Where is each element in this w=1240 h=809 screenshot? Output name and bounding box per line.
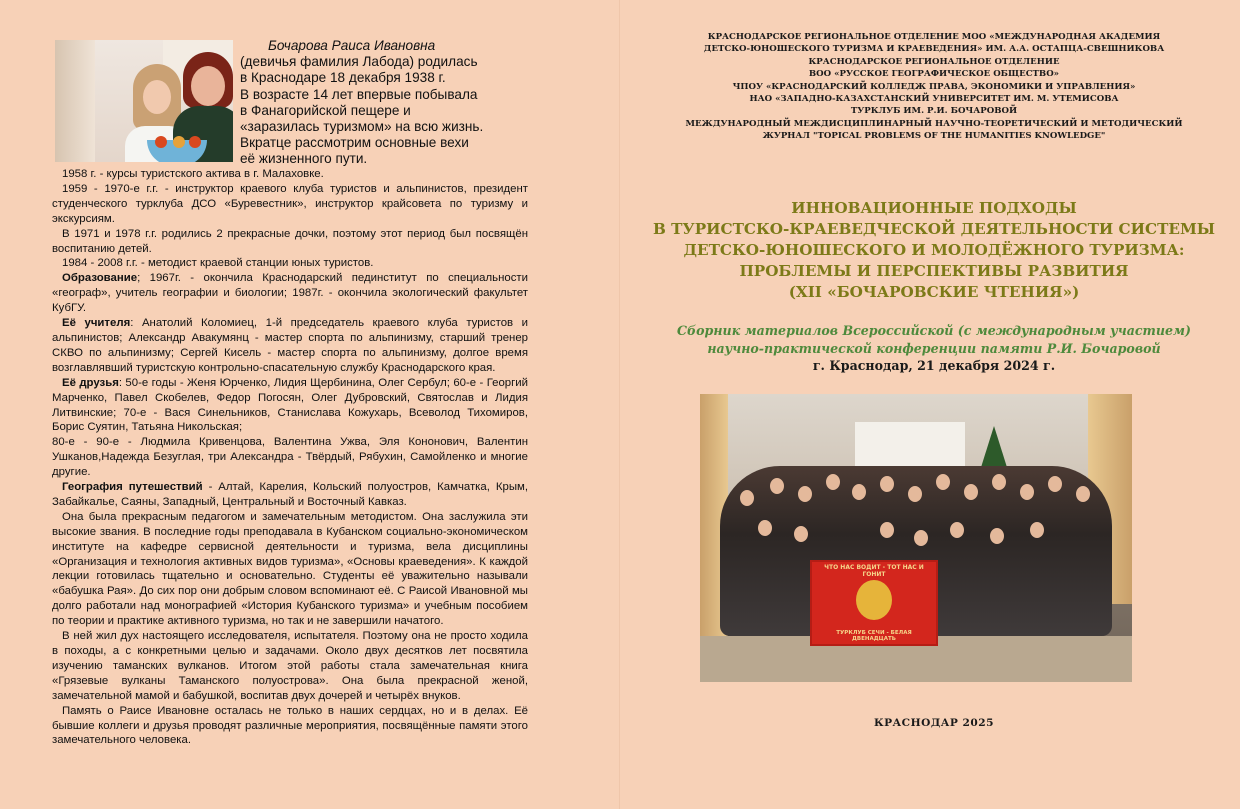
intro-line: её жизненного пути.	[240, 151, 368, 167]
teachers-label: Её учителя	[62, 317, 131, 330]
place-date: г. Краснодар, 21 декабря 2024 г.	[812, 358, 1056, 373]
intro-line: в Фанагорийской пещере и	[240, 102, 411, 118]
subtitle-line: Сборник материалов Всероссийской (с международным участием)	[677, 323, 1191, 338]
title-line: ИННОВАЦИОННЫЕ ПОДХОДЫ	[791, 199, 1077, 217]
bio-paragraph: В ней жил дух настоящего исследователя, испытателя. Поэтому она не просто ходила в походы, а с конкретными целью и задачами. Около двух десятков лет посвятила изучению таманских вулканов. Итогом этой работы стала замечательная книга «Грязевые вулканы Таманского полуострова». Она была прекрасной женой, замечательной мамой и бабушкой, воспитав двух дочерей и четырёх внуков.	[52, 630, 528, 702]
friends-label: Её друзья	[62, 376, 119, 389]
intro-line: (девичья фамилия Лабода) родилась	[240, 54, 478, 70]
title-line: ДЕТСКО-ЮНОШЕСКОГО И МОЛОДЁЖНОГО ТУРИЗМА:	[683, 241, 1185, 259]
organizers	[660, 31, 1208, 143]
bio-paragraph: 1958 г. - курсы туристского актива в г. Малаховке.	[62, 168, 324, 180]
subtitle-line: научно-практической конференции памяти Р.И. Бочаровой	[707, 340, 1161, 356]
biography	[52, 167, 528, 748]
geography-text: - Алтай, Карелия, Кольский полуостров, Камчатка, Крым, Забайкалье, Саяны, Западный, Центральный и Восточный Кавказ.	[52, 481, 529, 508]
teachers-text: : Анатолий Коломиец, 1-й председатель краевого клуба туристов и альпинистов; Александр Авакумянц - мастер спорта по альпинизму, старший тренер СКВО по альпинизму; Сергей Кисель - мастер спорта по альпинизму, долгое время возглавлявший туристскую контрольно-спасательную службу Краснодарского края.	[52, 317, 529, 374]
intro-line: «заразилась туризмом» на всю жизнь.	[240, 119, 484, 135]
club-banner	[810, 560, 938, 646]
geography-label: География путешествий	[62, 481, 203, 494]
title-line: ПРОБЛЕМЫ И ПЕРСПЕКТИВЫ РАЗВИТИЯ	[739, 262, 1129, 280]
intro-line: Вкратце рассмотрим основные вехи	[240, 135, 469, 151]
intro-line: в Краснодаре 18 декабря 1938 г.	[240, 70, 446, 86]
banner-emblem-icon	[856, 580, 892, 620]
bio-paragraph: Память о Раисе Ивановне осталась не только в наших сердцах, но и в делах. Её бывшие коллеги и друзья проводят различные мероприятия, посвящённые памяти этого замечательного человека.	[52, 704, 528, 747]
organizer-line: КРАСНОДАРСКОЕ РЕГИОНАЛЬНОЕ ОТДЕЛЕНИЕ	[808, 56, 1060, 67]
book-title	[650, 198, 1218, 303]
right-page	[620, 0, 1240, 809]
person-name: Бочарова Раиса Ивановна	[268, 38, 436, 53]
bio-paragraph: Она была прекрасным педагогом и замечательным методистом. Она заслужила эти высокие звания. В последние годы преподавала в Кубанском социально-экономическом институте на кафедре сервисной деятельности и туризма, вела дисциплины «Организация и технология активных видов туризма», «Основы краеведения». К каждой лекции готовилась тщательно и основательно. Студенты её уважительно называли «бабушка Рая». До сих пор они добрым словом вспоминают её. С Раисой Ивановной мы долго работали над монографией «История Кубанского туризма» и учебным пособием по теории и практике активного туризма, но так и не завершили начатого.	[52, 510, 528, 628]
organizer-line: НАО «ЗАПАДНО-КАЗАХСТАНСКИЙ УНИВЕРСИТЕТ ИМ. М. УТЕМИСОВА	[749, 94, 1119, 105]
title-line: (XII «БОЧАРОВСКИЕ ЧТЕНИЯ»)	[788, 283, 1080, 301]
organizer-line: ВОО «РУССКОЕ ГЕОГРАФИЧЕСКОЕ ОБЩЕСТВО»	[808, 69, 1060, 80]
banner-top-text: ЧТО НАС ВОДИТ - ТОТ НАС И ГОНИТ	[824, 564, 924, 578]
bio-paragraph: 1959 - 1970-е г.г. - инструктор краевого клуба туристов и альпинистов, президент студенческого турклуба ДСО «Буревестник», инструктор крайсовета по туризму и экскурсиям.	[52, 182, 528, 225]
organizer-line: ЧПОУ «КРАСНОДАРСКИЙ КОЛЛЕДЖ ПРАВА, ЭКОНОМИКИ И УПРАВЛЕНИЯ»	[732, 81, 1136, 92]
title-line: В ТУРИСТСКО-КРАЕВЕДЧЕСКОЙ ДЕЯТЕЛЬНОСТИ СИСТЕМЫ	[652, 220, 1216, 238]
banner-bottom-text: ТУРКЛУБ СЕЧИ - БЕЛАЯ ДВЕНАДЦАТЬ	[836, 630, 912, 642]
geography-paragraph	[52, 480, 528, 510]
intro-line: В возрасте 14 лет впервые побывала	[240, 86, 478, 102]
organizer-line: ЖУРНАЛ "TOPICAL PROBLEMS OF THE HUMANITIES KNOWLEDGE"	[762, 131, 1106, 142]
education-paragraph	[52, 271, 528, 316]
friends-paragraph-2: 80-е - 90-е - Людмила Кривенцова, Валентина Ужва, Эля Кононович, Валентин Ушканов,Надежда Безуглая, три Александра - Твёрдый, Рябухин, Самойленко и многие другие.	[52, 436, 528, 479]
bio-paragraph: 1984 - 2008 г.г. - методист краевой станции юных туристов.	[62, 257, 374, 270]
organizer-line: МЕЖДУНАРОДНЫЙ МЕЖДИСЦИПЛИНАРНЫЙ НАУЧНО-ТЕОРЕТИЧЕСКИЙ И МЕТОДИЧЕСКИЙ	[685, 118, 1183, 129]
organizer-line: ТУРКЛУБ ИМ. Р.И. БОЧАРОВОЙ	[850, 106, 1018, 117]
city-year: КРАСНОДАР 2025	[873, 717, 995, 729]
friends-paragraph	[52, 376, 528, 436]
portrait-photo	[55, 40, 233, 162]
education-text: ; 1967г. - окончила Краснодарский пединститут по специальности «географ», учитель географии и биологии; 1987г. - окончила экологический факультет КубГУ.	[52, 272, 528, 315]
teachers-paragraph	[52, 316, 528, 376]
book-subtitle	[660, 322, 1208, 375]
education-label: Образование	[62, 272, 138, 285]
organizer-line: КРАСНОДАРСКОЕ РЕГИОНАЛЬНОЕ ОТДЕЛЕНИЕ МОО «МЕЖДУНАРОДНАЯ АКАДЕМИЯ	[707, 32, 1161, 42]
friends-text: : 50-е годы - Женя Юрченко, Лидия Щербинина, Олег Сербул; 60-е - Георгий Марченко, Павел Скобелев, Федор Погосян, Олег Дубровский, Святослав и Лидия Литвинские; 70-е - Вася Синельников, Станислава Кожухарь, Всеволод Тихомиров, Борис Суятин, Татьяна Никольская;	[52, 376, 529, 434]
intro-text	[240, 38, 518, 168]
organizer-line: ДЕТСКО-ЮНОШЕСКОГО ТУРИЗМА И КРАЕВЕДЕНИЯ» ИМ. А.А. ОСТАПЦА-СВЕШНИКОВА	[703, 44, 1165, 55]
bio-paragraph: В 1971 и 1978 г.г. родились 2 прекрасные дочки, поэтому этот период был посвящён воспитанию детей.	[52, 227, 528, 255]
group-photo	[700, 394, 1132, 682]
